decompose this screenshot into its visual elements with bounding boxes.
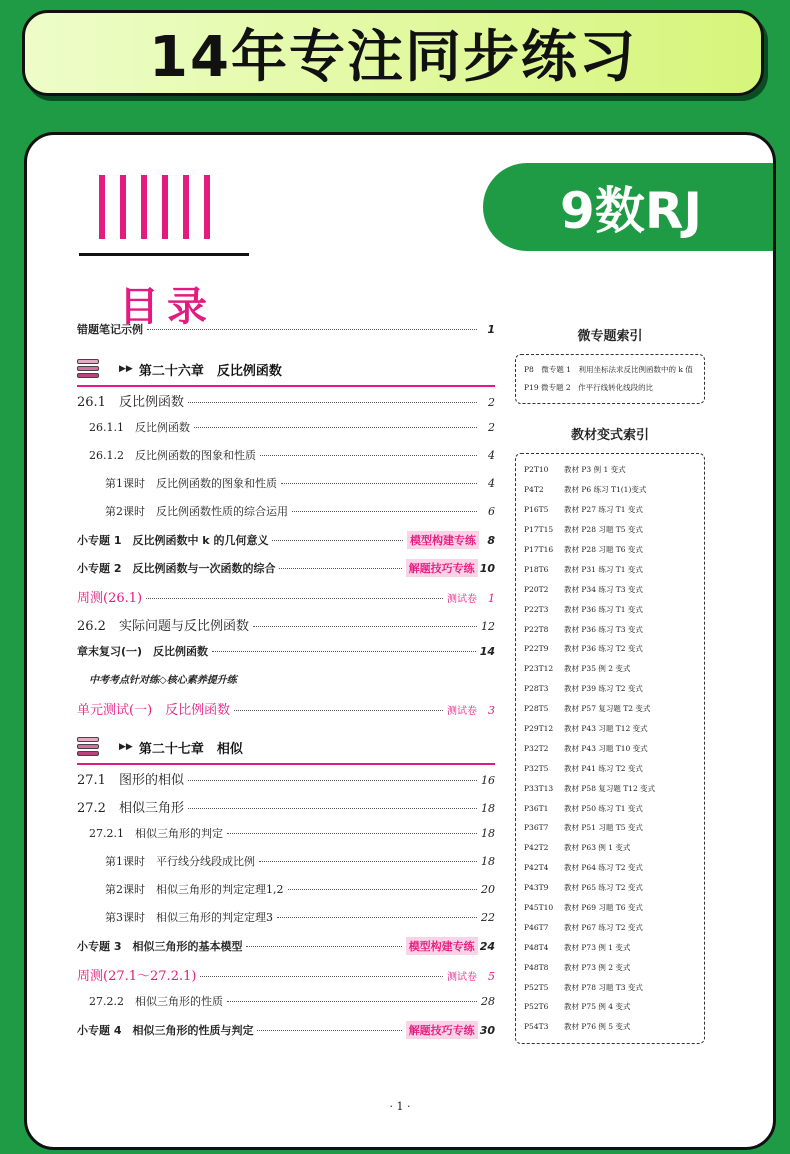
- variant-problem: P28T5: [524, 704, 549, 714]
- toc-page-number: 16: [481, 774, 495, 787]
- variant-index-item: [524, 878, 696, 898]
- toc-entry[interactable]: [77, 419, 495, 447]
- bar: [120, 175, 126, 239]
- chapter-title: 第二十六章 反比例函数: [138, 363, 282, 379]
- variant-source: 教材 P50 练习 T1 变式: [564, 803, 643, 813]
- dot-leader: [288, 889, 478, 890]
- toc-page-number: 6: [488, 505, 495, 518]
- arrow-icon: ▶▶: [119, 742, 133, 752]
- variant-index-item: [524, 758, 696, 778]
- dot-leader: [292, 511, 477, 512]
- toc-entry-title: 小专题 4 相似三角形的性质与判定: [77, 1024, 254, 1037]
- micro-index-item: P19 微专题 2 作平行线转化线段的比: [524, 383, 654, 392]
- toc-entry[interactable]: [77, 615, 495, 643]
- toc-entry[interactable]: [77, 475, 495, 503]
- toc-entry[interactable]: [77, 993, 495, 1021]
- toc-entry[interactable]: [77, 769, 495, 797]
- variant-problem: P17T16: [524, 545, 554, 554]
- dot-leader: [234, 710, 443, 711]
- practice-tag: 解题技巧专练: [406, 1021, 478, 1039]
- variant-problem: P22T9: [524, 644, 549, 654]
- toc-entry[interactable]: [77, 965, 495, 993]
- toc-entry-title: 小专题 2 反比例函数与一次函数的综合: [77, 562, 276, 575]
- practice-tag: 模型构建专练: [407, 531, 479, 549]
- bar: [141, 175, 147, 239]
- variant-index-item: [524, 659, 696, 679]
- variant-problem: P2T10: [524, 465, 549, 475]
- variant-problem: P32T2: [524, 743, 549, 753]
- variant-problem: P36T7: [524, 823, 549, 833]
- variant-source: 教材 P57 复习题 T2 变式: [564, 704, 651, 714]
- dot-leader: [281, 483, 477, 484]
- decorative-bars: [99, 175, 210, 239]
- dot-leader: [279, 568, 401, 569]
- variant-problem: P46T7: [524, 922, 549, 932]
- dot-leader: [272, 540, 403, 541]
- variant-source: 教材 P75 例 4 变式: [564, 1002, 631, 1012]
- toc-page-number: 5: [488, 970, 495, 983]
- toc-page-number: 12: [481, 620, 495, 633]
- variant-source: 教材 P27 练习 T1 变式: [564, 505, 643, 515]
- test-paper-label: 测试卷: [447, 594, 477, 605]
- toc-entry-title: 26.2 实际问题与反比例函数: [77, 619, 249, 634]
- variant-index-item: [524, 500, 696, 520]
- variant-index-item: [524, 858, 696, 878]
- variant-index-item: [524, 798, 696, 818]
- toc-entry-title: 中考考点针对练◇核心素养提升练: [89, 675, 237, 686]
- micro-index-title: 微专题索引: [577, 329, 643, 344]
- variant-source: 教材 P39 练习 T2 变式: [564, 684, 643, 694]
- variant-source: 教材 P36 练习 T1 变式: [564, 604, 643, 614]
- toc-entry-title: 26.1.2 反比例函数的图象和性质: [89, 449, 256, 462]
- dot-leader: [227, 833, 477, 834]
- variant-problem: P23T12: [524, 664, 554, 674]
- bar: [162, 175, 168, 239]
- toc-entry-title: 周测(27.1～27.2.1): [77, 969, 197, 984]
- toc-entry-title: 第2课时 相似三角形的判定定理1,2: [105, 883, 284, 896]
- variant-index-box: [515, 453, 705, 1044]
- variant-problem: P52T5: [524, 982, 549, 992]
- toc-entry-title: 27.2 相似三角形: [77, 801, 184, 816]
- variant-index-item: [524, 679, 696, 699]
- toc-entry-title: 第1课时 平行线分线段成比例: [105, 855, 255, 868]
- variant-source: 教材 P28 习题 T6 变式: [564, 545, 643, 554]
- toc-entry-title: 26.1 反比例函数: [77, 395, 184, 410]
- variant-problem: P28T3: [524, 684, 549, 694]
- toc-entry[interactable]: [77, 671, 495, 699]
- chapter-header: [77, 731, 495, 765]
- dot-leader: [147, 329, 477, 330]
- variant-problem: P22T8: [524, 624, 549, 634]
- dot-leader: [194, 427, 477, 428]
- practice-tag: 解题技巧专练: [406, 559, 478, 577]
- bar: [183, 175, 189, 239]
- variant-problem: P42T2: [524, 843, 549, 853]
- variant-index-item: [524, 719, 696, 739]
- toc-entry[interactable]: [77, 503, 495, 531]
- variant-problem: P18T6: [524, 564, 549, 574]
- dot-leader: [146, 598, 443, 599]
- toc-page-number: 8: [487, 534, 495, 547]
- variant-index-item: [524, 480, 696, 500]
- toc-entry-title: 小专题 3 相似三角形的基本模型: [77, 940, 243, 953]
- variant-problem: P29T12: [524, 724, 554, 734]
- toc-page-number: 4: [488, 449, 495, 462]
- book-code: 9数RJ: [560, 182, 702, 240]
- toc-page-number: 18: [481, 827, 495, 840]
- toc-page-number: 24: [479, 940, 495, 953]
- variant-index-item: [524, 559, 696, 579]
- arrow-icon: ▶▶: [119, 364, 133, 374]
- title-rule: [79, 253, 249, 256]
- variant-index-item: [524, 619, 696, 639]
- toc-page-number: 14: [479, 645, 495, 658]
- toc-entry-title: 27.2.1 相似三角形的判定: [89, 827, 223, 840]
- variant-problem: P17T15: [524, 525, 554, 535]
- variant-source: 教材 P78 习题 T3 变式: [564, 982, 643, 992]
- toc-entry-title: 单元测试(一) 反比例函数: [77, 703, 231, 718]
- dot-leader: [227, 1001, 477, 1002]
- top-banner: [22, 10, 764, 96]
- toc-entry[interactable]: [77, 643, 495, 671]
- variant-problem: P36T1: [524, 803, 549, 813]
- toc-page-number: 1: [488, 592, 495, 605]
- dot-leader: [212, 651, 476, 652]
- toc-entry[interactable]: [77, 391, 495, 419]
- variant-problem: P22T3: [524, 604, 549, 614]
- variant-problem: P48T4: [524, 942, 549, 952]
- variant-problem: P45T10: [524, 903, 554, 913]
- toc-entry[interactable]: [77, 447, 495, 475]
- variant-index-item: [524, 579, 696, 599]
- variant-source: 教材 P34 练习 T3 变式: [564, 584, 643, 594]
- toc-entry[interactable]: [77, 321, 495, 349]
- dot-leader: [200, 976, 443, 977]
- toc-entry-title: 27.1 图形的相似: [77, 773, 184, 788]
- book-code-badge: [483, 163, 776, 251]
- variant-source: 教材 P43 习题 T10 变式: [564, 743, 648, 753]
- variant-source: 教材 P43 习题 T12 变式: [564, 724, 648, 734]
- toc-entry[interactable]: [77, 853, 495, 881]
- toc-entry[interactable]: [77, 825, 495, 853]
- variant-source: 教材 P73 例 2 变式: [564, 962, 631, 972]
- variant-problem: P4T2: [524, 485, 544, 495]
- variant-problem: P33T13: [524, 783, 554, 793]
- variant-index-item: [524, 917, 696, 937]
- page-sheet: [24, 132, 776, 1150]
- toc-page-number: 20: [481, 883, 495, 896]
- variant-problem: P42T4: [524, 863, 549, 873]
- variant-source: 教材 P35 例 2 变式: [564, 664, 631, 674]
- variant-source: 教材 P69 习题 T6 变式: [564, 903, 643, 913]
- variant-index-item: [524, 639, 696, 659]
- books-icon: [77, 359, 103, 379]
- toc-entry-title: 第2课时 反比例函数性质的综合运用: [105, 505, 288, 518]
- variant-index-item: [524, 898, 696, 918]
- table-of-contents: [77, 321, 495, 1049]
- variant-index-item: [524, 937, 696, 957]
- variant-index-item: [524, 699, 696, 719]
- banner-title: 14年专注同步练习: [149, 25, 637, 90]
- toc-entry-title: 第1课时 反比例函数的图象和性质: [105, 477, 277, 490]
- variant-source: 教材 P65 练习 T2 变式: [564, 883, 643, 893]
- variant-source: 教材 P28 习题 T5 变式: [564, 525, 643, 535]
- variant-source: 教材 P63 例 1 变式: [564, 843, 631, 853]
- toc-entry[interactable]: [77, 559, 495, 587]
- toc-entry-title: 章末复习(一) 反比例函数: [77, 645, 209, 658]
- toc-entry-title: 27.2.2 相似三角形的性质: [89, 995, 223, 1008]
- variant-source: 教材 P76 例 5 变式: [564, 1022, 631, 1032]
- toc-entry[interactable]: [77, 881, 495, 909]
- page-number: · 1 ·: [389, 1100, 411, 1113]
- dot-leader: [188, 402, 477, 403]
- toc-entry[interactable]: [77, 797, 495, 825]
- variant-source: 教材 P58 复习题 T12 变式: [564, 783, 656, 793]
- variant-problem: P54T3: [524, 1022, 549, 1032]
- variant-problem: P48T8: [524, 962, 549, 972]
- chapter-header: [77, 353, 495, 387]
- toc-page-number: 18: [481, 855, 495, 868]
- variant-source: 教材 P73 例 1 变式: [564, 942, 631, 952]
- bar: [99, 175, 105, 239]
- toc-page-number: 30: [479, 1024, 495, 1037]
- variant-source: 教材 P64 练习 T2 变式: [564, 863, 643, 873]
- side-index: [515, 325, 705, 1044]
- variant-problem: P43T9: [524, 883, 549, 893]
- variant-index-item: [524, 778, 696, 798]
- books-icon: [77, 737, 103, 757]
- variant-problem: P20T2: [524, 584, 549, 594]
- variant-source: 教材 P6 练习 T1(1)变式: [564, 485, 647, 495]
- variant-index-title: 教材变式索引: [570, 428, 649, 443]
- dot-leader: [188, 808, 477, 809]
- toc-entry-title: 小专题 1 反比例函数中 k 的几何意义: [77, 534, 269, 547]
- variant-index-item: [524, 818, 696, 838]
- variant-source: 教材 P3 例 1 变式: [564, 465, 626, 475]
- variant-index-item: [524, 599, 696, 619]
- dot-leader: [259, 861, 477, 862]
- toc-entry-title: 错题笔记示例: [77, 323, 143, 336]
- variant-source: 教材 P36 练习 T3 变式: [564, 624, 643, 634]
- toc-page-number: 28: [481, 995, 495, 1008]
- variant-index-item: [524, 957, 696, 977]
- toc-page-number: 3: [488, 704, 495, 717]
- variant-problem: P16T5: [524, 505, 549, 515]
- dot-leader: [246, 946, 401, 947]
- test-paper-label: 测试卷: [447, 706, 477, 717]
- variant-source: 教材 P31 练习 T1 变式: [564, 564, 643, 574]
- dot-leader: [257, 1030, 401, 1031]
- bar: [204, 175, 210, 239]
- toc-entry[interactable]: [77, 1021, 495, 1049]
- toc-entry[interactable]: [77, 587, 495, 615]
- toc-page-number: 22: [481, 911, 495, 924]
- variant-index-item: [524, 520, 696, 540]
- dot-leader: [253, 626, 477, 627]
- toc-entry-title: 26.1.1 反比例函数: [89, 421, 190, 434]
- test-paper-label: 测试卷: [447, 972, 477, 983]
- toc-title: 目录: [119, 283, 215, 330]
- micro-index-item: P8 微专题 1 利用坐标法求反比例函数中的 k 值: [524, 365, 693, 374]
- variant-source: 教材 P36 练习 T2 变式: [564, 644, 643, 654]
- dot-leader: [260, 455, 477, 456]
- toc-entry-title: 第3课时 相似三角形的判定定理3: [105, 911, 273, 924]
- toc-page-number: 2: [488, 421, 495, 434]
- dot-leader: [277, 917, 477, 918]
- variant-source: 教材 P67 练习 T2 变式: [564, 922, 643, 932]
- variant-index-item: [524, 738, 696, 758]
- toc-entry-title: 周测(26.1): [77, 591, 143, 606]
- chapter-title: 第二十七章 相似: [138, 741, 243, 757]
- variant-index-item: [524, 540, 696, 560]
- toc-page-number: 4: [488, 477, 495, 490]
- variant-problem: P32T5: [524, 763, 549, 773]
- variant-index-item: [524, 838, 696, 858]
- practice-tag: 模型构建专练: [406, 937, 478, 955]
- variant-source: 教材 P51 习题 T5 变式: [564, 823, 643, 833]
- toc-entry[interactable]: [77, 699, 495, 727]
- toc-page-number: 1: [487, 323, 495, 336]
- toc-page-number: 2: [488, 396, 495, 409]
- toc-page-number: 10: [479, 562, 495, 575]
- variant-index-item: [524, 460, 696, 480]
- toc-page-number: 18: [481, 802, 495, 815]
- toc-entry[interactable]: [77, 937, 495, 965]
- variant-index-item: [524, 997, 696, 1017]
- variant-source: 教材 P41 练习 T2 变式: [564, 763, 643, 773]
- dot-leader: [188, 780, 477, 781]
- variant-problem: P52T6: [524, 1002, 549, 1012]
- variant-index-item: [524, 977, 696, 997]
- variant-index-item: [524, 1017, 696, 1037]
- micro-index-box: [515, 354, 705, 404]
- toc-entry[interactable]: [77, 909, 495, 937]
- toc-entry[interactable]: [77, 531, 495, 559]
